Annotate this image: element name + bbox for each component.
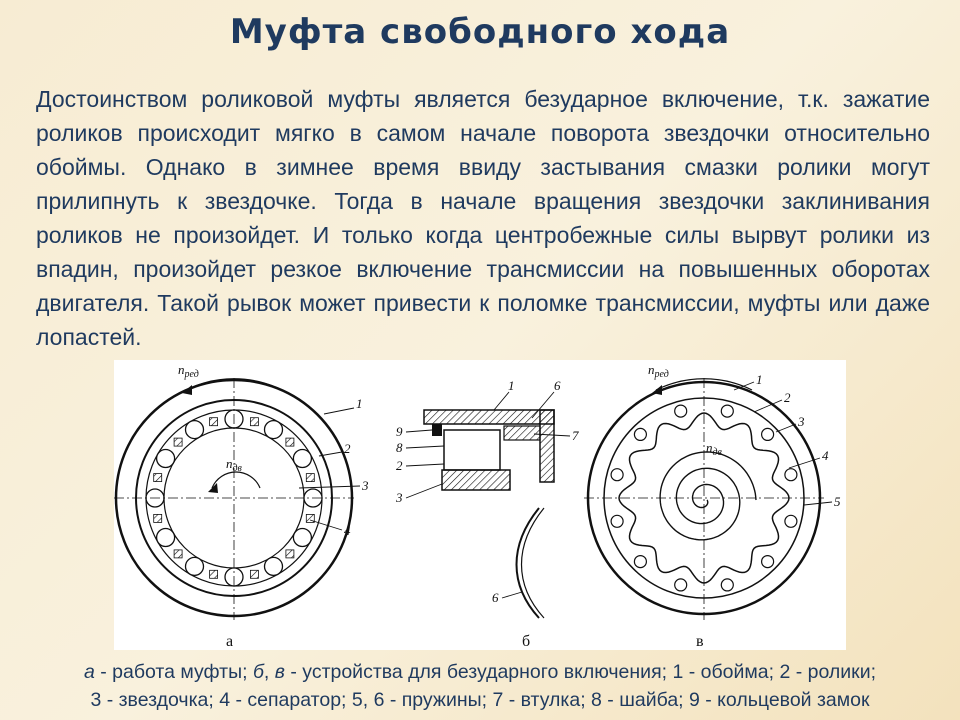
part-number-1-v: 1 <box>756 372 763 387</box>
part-number-6-b: 6 <box>554 378 561 393</box>
separator-segment <box>250 418 258 426</box>
roller <box>675 405 687 417</box>
separator-segment <box>154 514 162 522</box>
separator-segment <box>174 550 182 558</box>
part-number-4-a: 4 <box>344 523 351 538</box>
roller <box>293 529 311 547</box>
part-number-4-v: 4 <box>822 448 829 463</box>
roller <box>785 515 797 527</box>
caption-text-rest: - устройства для безударного включения; 1 - обойма; 2 - ролики; <box>284 661 877 683</box>
separator-segment <box>210 570 218 578</box>
roller <box>721 579 733 591</box>
roller <box>265 421 283 439</box>
part-number-6-b-spring: 6 <box>492 590 499 605</box>
part-number-9-b: 9 <box>396 424 403 439</box>
roller <box>611 469 623 481</box>
clutch-figure <box>114 360 846 650</box>
separator-segment <box>174 438 182 446</box>
part-number-3-b: 3 <box>396 490 403 505</box>
caption-ref-a: а <box>83 661 95 683</box>
caption-line-1 <box>0 658 960 686</box>
roller <box>186 421 204 439</box>
roller <box>265 557 283 575</box>
body-paragraph: Достоинством роликовой муфты является безударное включение, т.к. зажатие роликов происходит мягко в самом начале поворота звездочки относительно обоймы. Однако в зимнее время ввиду застывания смазки ролики могут прилипнуть к звездочке. Тогда в начале вращения звездочки заклинивания роликов не произойдет. И только когда центробежные силы вырвут ролики из впадин, произойдет резкое включение трансмиссии на повышенных оборотах двигателя. Такой рывок может привести к поломке трансмиссии, муфты или даже лопастей. <box>36 86 930 350</box>
caption-line-2: 3 - звездочка; 4 - сепаратор; 5, 6 - пружины; 7 - втулка; 8 - шайба; 9 - кольцевой замок <box>90 689 870 711</box>
roller <box>611 515 623 527</box>
caption-ref-v: в <box>274 661 285 683</box>
separator-segment <box>250 570 258 578</box>
part-number-8-b: 8 <box>396 440 403 455</box>
part-number-7-b: 7 <box>572 428 579 443</box>
roller <box>721 405 733 417</box>
roller <box>634 428 646 440</box>
n-dv-label-v: $n_{дв}$ <box>706 440 722 458</box>
separator-segment <box>154 474 162 482</box>
n-dv-label-a: $n_{дв}$ <box>226 456 242 474</box>
roller <box>293 450 311 468</box>
part-number-5-v: 5 <box>834 494 841 509</box>
caption-text-a: - работа муфты; <box>94 661 253 683</box>
roller <box>157 450 175 468</box>
separator-segment <box>210 418 218 426</box>
part-number-2-v: 2 <box>784 390 791 405</box>
roller <box>157 529 175 547</box>
clutch-diagram <box>114 360 846 650</box>
part-number-1-a: 1 <box>356 396 363 411</box>
part-number-3-v: 3 <box>798 414 805 429</box>
part-number-2-b: 2 <box>396 458 403 473</box>
panel-label-a: а <box>226 633 234 650</box>
part-number-2-a: 2 <box>344 441 351 456</box>
caption-sep: , <box>263 661 275 683</box>
n-red-label-v: $n_{ред}$ <box>648 362 669 380</box>
roller <box>762 428 774 440</box>
separator-segment <box>306 474 314 482</box>
roller <box>675 579 687 591</box>
roller <box>762 556 774 568</box>
roller <box>634 556 646 568</box>
caption-ref-b: б <box>252 661 264 683</box>
roller <box>186 557 204 575</box>
figure-caption <box>0 658 960 714</box>
page-title: Муфта свободного хода <box>229 12 731 52</box>
panel-a-drawing <box>114 378 360 620</box>
panel-label-v: в <box>696 633 704 650</box>
n-red-label-a: $n_{ред}$ <box>178 362 199 380</box>
part-number-3-a: 3 <box>362 478 369 493</box>
panel-label-b: б <box>522 633 531 650</box>
part-number-1-b: 1 <box>508 378 515 393</box>
separator-segment <box>286 550 294 558</box>
panel-v-drawing <box>584 378 832 620</box>
panel-b-drawing <box>406 392 570 618</box>
roller <box>785 469 797 481</box>
separator-segment <box>286 438 294 446</box>
